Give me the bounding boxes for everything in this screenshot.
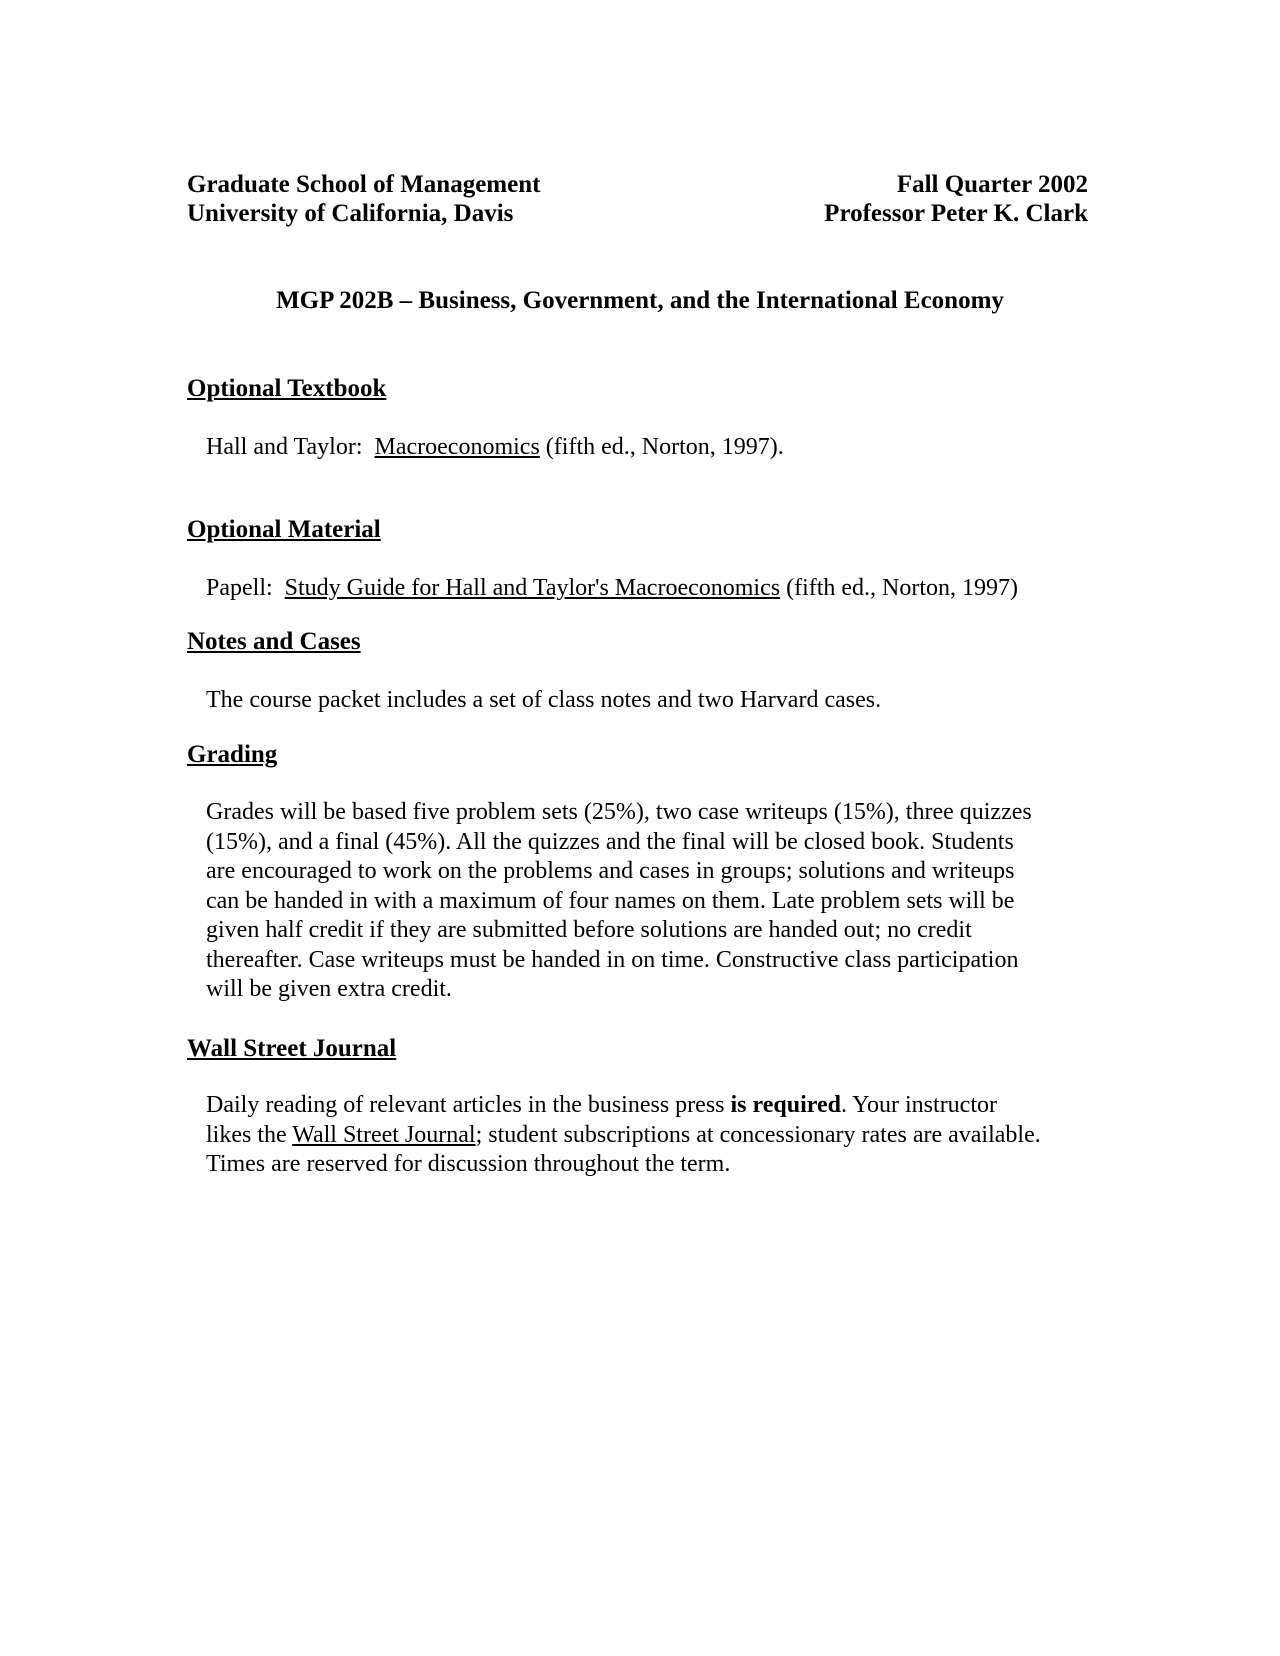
grading-line: thereafter. Case writeups must be handed in on time. Constructive class participation <box>206 946 1019 973</box>
grading-line: Grades will be based five problem sets (25%), two case writeups (15%), three quizzes <box>206 799 1032 825</box>
textbook-details: (fifth ed., Norton, 1997). <box>545 434 784 460</box>
material-citation <box>206 574 1018 603</box>
section-heading-notes: Notes and Cases <box>187 628 361 655</box>
school-name: Graduate School of Management <box>187 171 541 198</box>
section-heading-grading: Grading <box>187 741 278 768</box>
textbook-citation <box>206 433 784 462</box>
material-details: (fifth ed., Norton, 1997) <box>786 575 1019 601</box>
wsj-title: Wall Street Journal <box>292 1121 476 1148</box>
grading-line: given half credit if they are submitted before solutions are handed out; no credit <box>206 917 972 943</box>
section-heading-wsj: Wall Street Journal <box>187 1035 397 1062</box>
quarter: Fall Quarter 2002 <box>896 171 1088 198</box>
university-name: University of California, Davis <box>187 200 514 227</box>
wsj-line1-text: Daily reading of relevant articles in the business press <box>206 1092 731 1118</box>
wsj-line <box>206 1121 1086 1151</box>
wsj-line2-tail: ; student subscriptions at concessionary rates are available. <box>475 1121 1041 1148</box>
material-title: Study Guide for Hall and Taylor's Macroeconomics <box>284 575 781 601</box>
grading-line: (15%), and a final (45%). All the quizzes and the final will be closed book. Students <box>206 828 1014 855</box>
wsj-line: Times are reserved for discussion throughout the term. <box>206 1151 731 1177</box>
section-heading-textbook: Optional Textbook <box>187 375 387 402</box>
professor: Professor Peter K. Clark <box>824 200 1088 227</box>
material-author: Papell: <box>206 575 273 601</box>
wsj-paragraph <box>206 1091 1086 1180</box>
grading-line: are encouraged to work on the problems and cases in groups; solutions and writeups <box>206 858 1015 884</box>
grading-paragraph <box>206 798 1086 1005</box>
grading-line: can be handed in with a maximum of four names on them. Late problem sets will be <box>206 887 1015 914</box>
textbook-author: Hall and Taylor: <box>206 434 363 460</box>
wsj-line2-text: likes the <box>206 1121 293 1148</box>
grading-line: will be given extra credit. <box>206 976 452 1002</box>
textbook-title: Macroeconomics <box>374 434 540 460</box>
wsj-line1-tail: . Your instructor <box>840 1092 997 1118</box>
notes-text: The course packet includes a set of class notes and two Harvard cases. <box>206 687 882 713</box>
course-title: MGP 202B – Business, Government, and the International Economy <box>276 287 1004 314</box>
section-heading-material: Optional Material <box>187 516 381 543</box>
required-emphasis: is required <box>730 1092 841 1118</box>
wsj-line <box>206 1091 1086 1121</box>
